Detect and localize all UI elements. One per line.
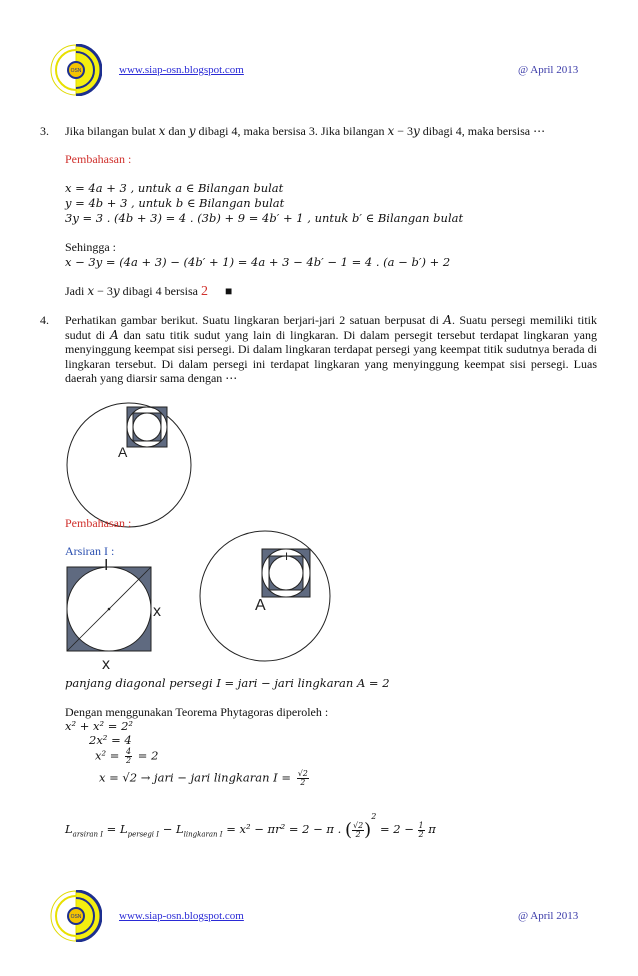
footer-date: @ April 2013 bbox=[518, 910, 579, 922]
step3-frac-den: 2 bbox=[126, 756, 132, 765]
problem3-sehingga: Sehingga : bbox=[65, 240, 116, 254]
problem3-eq3: 3𝑦 = 3 . (4𝑏 + 3) = 4 . (3𝑏) + 9 = 4𝑏′ + 1 , 𝑢𝑛𝑡𝑢𝑘 𝑏′ ∈ 𝐵𝑖𝑙𝑎𝑛𝑔𝑎𝑛 𝑏𝑢𝑙𝑎𝑡 bbox=[65, 211, 464, 225]
area-L2-sub: 𝑝𝑒𝑟𝑠𝑒𝑔𝑖 𝐼 bbox=[127, 830, 160, 839]
pythagoras-intro: Dengan menggunakan Teorema Phytagoras diperoleh : bbox=[65, 705, 329, 719]
step3-lhs: 𝑥² = bbox=[95, 748, 120, 763]
pythagoras-step3 bbox=[95, 748, 158, 765]
label-A2: A bbox=[255, 597, 266, 614]
area-expr: = 𝑥² − 𝜋𝑟² = 2 − 𝜋 . bbox=[226, 822, 342, 836]
area-exponent: 2 bbox=[371, 812, 377, 821]
area-L1: 𝐿 bbox=[65, 822, 73, 836]
pythagoras-step4 bbox=[99, 770, 309, 787]
area-L2: = 𝐿 bbox=[106, 822, 128, 836]
problem3-conclusion bbox=[65, 284, 232, 300]
center-point bbox=[108, 608, 111, 611]
header-date: @ April 2013 bbox=[518, 64, 579, 76]
arsiran-figure bbox=[60, 556, 180, 671]
problem3-eq2: 𝑦 = 4𝑏 + 3 , 𝑢𝑛𝑡𝑢𝑘 𝑏 ∈ 𝐵𝑖𝑙𝑎𝑛𝑔𝑎𝑛 𝑏𝑢𝑙𝑎𝑡 bbox=[65, 196, 285, 210]
area-result: = 2 − bbox=[379, 822, 414, 836]
area-L1-sub: 𝑎𝑟𝑠𝑖𝑟𝑎𝑛 𝐼 bbox=[72, 830, 104, 839]
half-frac-den: 2 bbox=[418, 829, 424, 839]
problem3-solution-heading: Pembahasan : bbox=[65, 152, 132, 166]
label-A: A bbox=[118, 444, 128, 460]
problem4-solution-heading: Pembahasan : bbox=[65, 516, 132, 530]
paren-right: ) bbox=[364, 819, 372, 841]
area-L3-sub: 𝑙𝑖𝑛𝑔𝑘𝑎𝑟𝑎𝑛 𝐼 bbox=[183, 830, 223, 839]
label-I2: I bbox=[285, 551, 289, 563]
problem3-eq1: 𝑥 = 4𝑎 + 3 , 𝑢𝑛𝑡𝑢𝑘 𝑎 ∈ 𝐵𝑖𝑙𝑎𝑛𝑔𝑎𝑛 𝑏𝑢𝑙𝑎𝑡 bbox=[65, 181, 284, 195]
area-pi: 𝜋 bbox=[428, 822, 436, 836]
arsiran-heading: Arsiran I : bbox=[65, 544, 115, 558]
area-frac-num: √2 bbox=[352, 820, 364, 830]
area-L3: − 𝐿 bbox=[162, 822, 184, 836]
problem3-answer: 2 bbox=[200, 284, 208, 299]
header-logo bbox=[50, 44, 102, 96]
svg-text:OSN: OSN bbox=[70, 914, 82, 920]
diagonal-equation: 𝑝𝑎𝑛𝑗𝑎𝑛𝑔 𝑑𝑖𝑎𝑔𝑜𝑛𝑎𝑙 𝑝𝑒𝑟𝑠𝑒𝑔𝑖 𝐼 = 𝑗𝑎𝑟𝑖 − 𝑗𝑎𝑟𝑖 𝑙𝑖𝑛𝑔𝑘𝑎𝑟𝑎𝑛 𝐴 = 2 bbox=[65, 676, 390, 690]
half-frac-num: 1 bbox=[418, 820, 424, 830]
problem3-eq4: 𝑥 − 3𝑦 = (4𝑎 + 3) − (4𝑏′ + 1) = 4𝑎 + 3 − 4𝑏′ − 1 = 4 . (𝑎 − 𝑏′) + 2 bbox=[65, 255, 451, 269]
label-x-right: x bbox=[153, 603, 161, 620]
problem3-conclusion-text: Jadi 𝑥 − 3𝑦 dibagi 4 bersisa bbox=[65, 284, 198, 298]
step3-rhs: = 2 bbox=[137, 748, 159, 763]
paren-left: ( bbox=[344, 819, 352, 841]
problem3-statement: Jika bilangan bulat 𝑥 dan 𝑦 dibagi 4, maka bersisa 3. Jika bilangan 𝑥 − 3𝑦 dibagi 4, maka bersisa ⋯ bbox=[65, 124, 546, 138]
qed-icon: ■ bbox=[224, 284, 233, 298]
half-fraction bbox=[418, 822, 425, 839]
osn-logo-icon bbox=[50, 890, 102, 942]
problem3-number: 3. bbox=[40, 124, 49, 138]
problem4-statement: Perhatikan gambar berikut. Suatu lingkaran berjari-jari 2 satuan berpusat di 𝐴. Suatu persegi memiliki titik sudut di 𝐴 dan satu titik sudut yang lain di lingkaran. Di dalam persegit tersebut terdapat lingkaran yang menyinggung keempat sisi persegi. Di dalam lingkaran terdapat persegi yang keempat titik sudutnya berada di lingkaran tersebut. Di dalam persegi ini terdapat lingkaran yang menyinggung keempat sisi persegi. Luas daerah yang diarsir sama dengan ⋯ bbox=[65, 313, 597, 386]
figure-circle-A bbox=[196, 528, 336, 666]
area-fraction bbox=[352, 822, 364, 839]
step3-fraction bbox=[125, 748, 132, 765]
innermost-circle bbox=[133, 413, 161, 441]
svg-text:OSN: OSN bbox=[70, 68, 82, 74]
footer-url-link[interactable]: www.siap-osn.blogspot.com bbox=[119, 910, 244, 922]
header-url-link[interactable]: www.siap-osn.blogspot.com bbox=[119, 64, 244, 76]
label-x-bottom: x bbox=[102, 656, 110, 671]
radius-frac-num: √2 bbox=[297, 769, 308, 778]
problem4-number: 4. bbox=[40, 313, 49, 327]
osn-logo-icon bbox=[50, 44, 102, 96]
pythagoras-step2: 2𝑥² = 4 bbox=[89, 733, 132, 747]
step3-frac-num: 4 bbox=[126, 747, 132, 756]
step4-text: 𝑥 = √2 → 𝑗𝑎𝑟𝑖 − 𝑗𝑎𝑟𝑖 𝑙𝑖𝑛𝑔𝑘𝑎𝑟𝑎𝑛 𝐼 = bbox=[99, 770, 292, 785]
radius-frac-den: 2 bbox=[300, 778, 306, 787]
problem4-figure bbox=[60, 400, 200, 530]
pythagoras-step1: 𝑥² + 𝑥² = 2² bbox=[65, 719, 134, 733]
footer-logo bbox=[50, 890, 102, 942]
area-equation bbox=[65, 812, 436, 841]
area-frac-den: 2 bbox=[355, 829, 361, 839]
label-I: I bbox=[104, 557, 109, 574]
radius-fraction bbox=[297, 770, 309, 787]
